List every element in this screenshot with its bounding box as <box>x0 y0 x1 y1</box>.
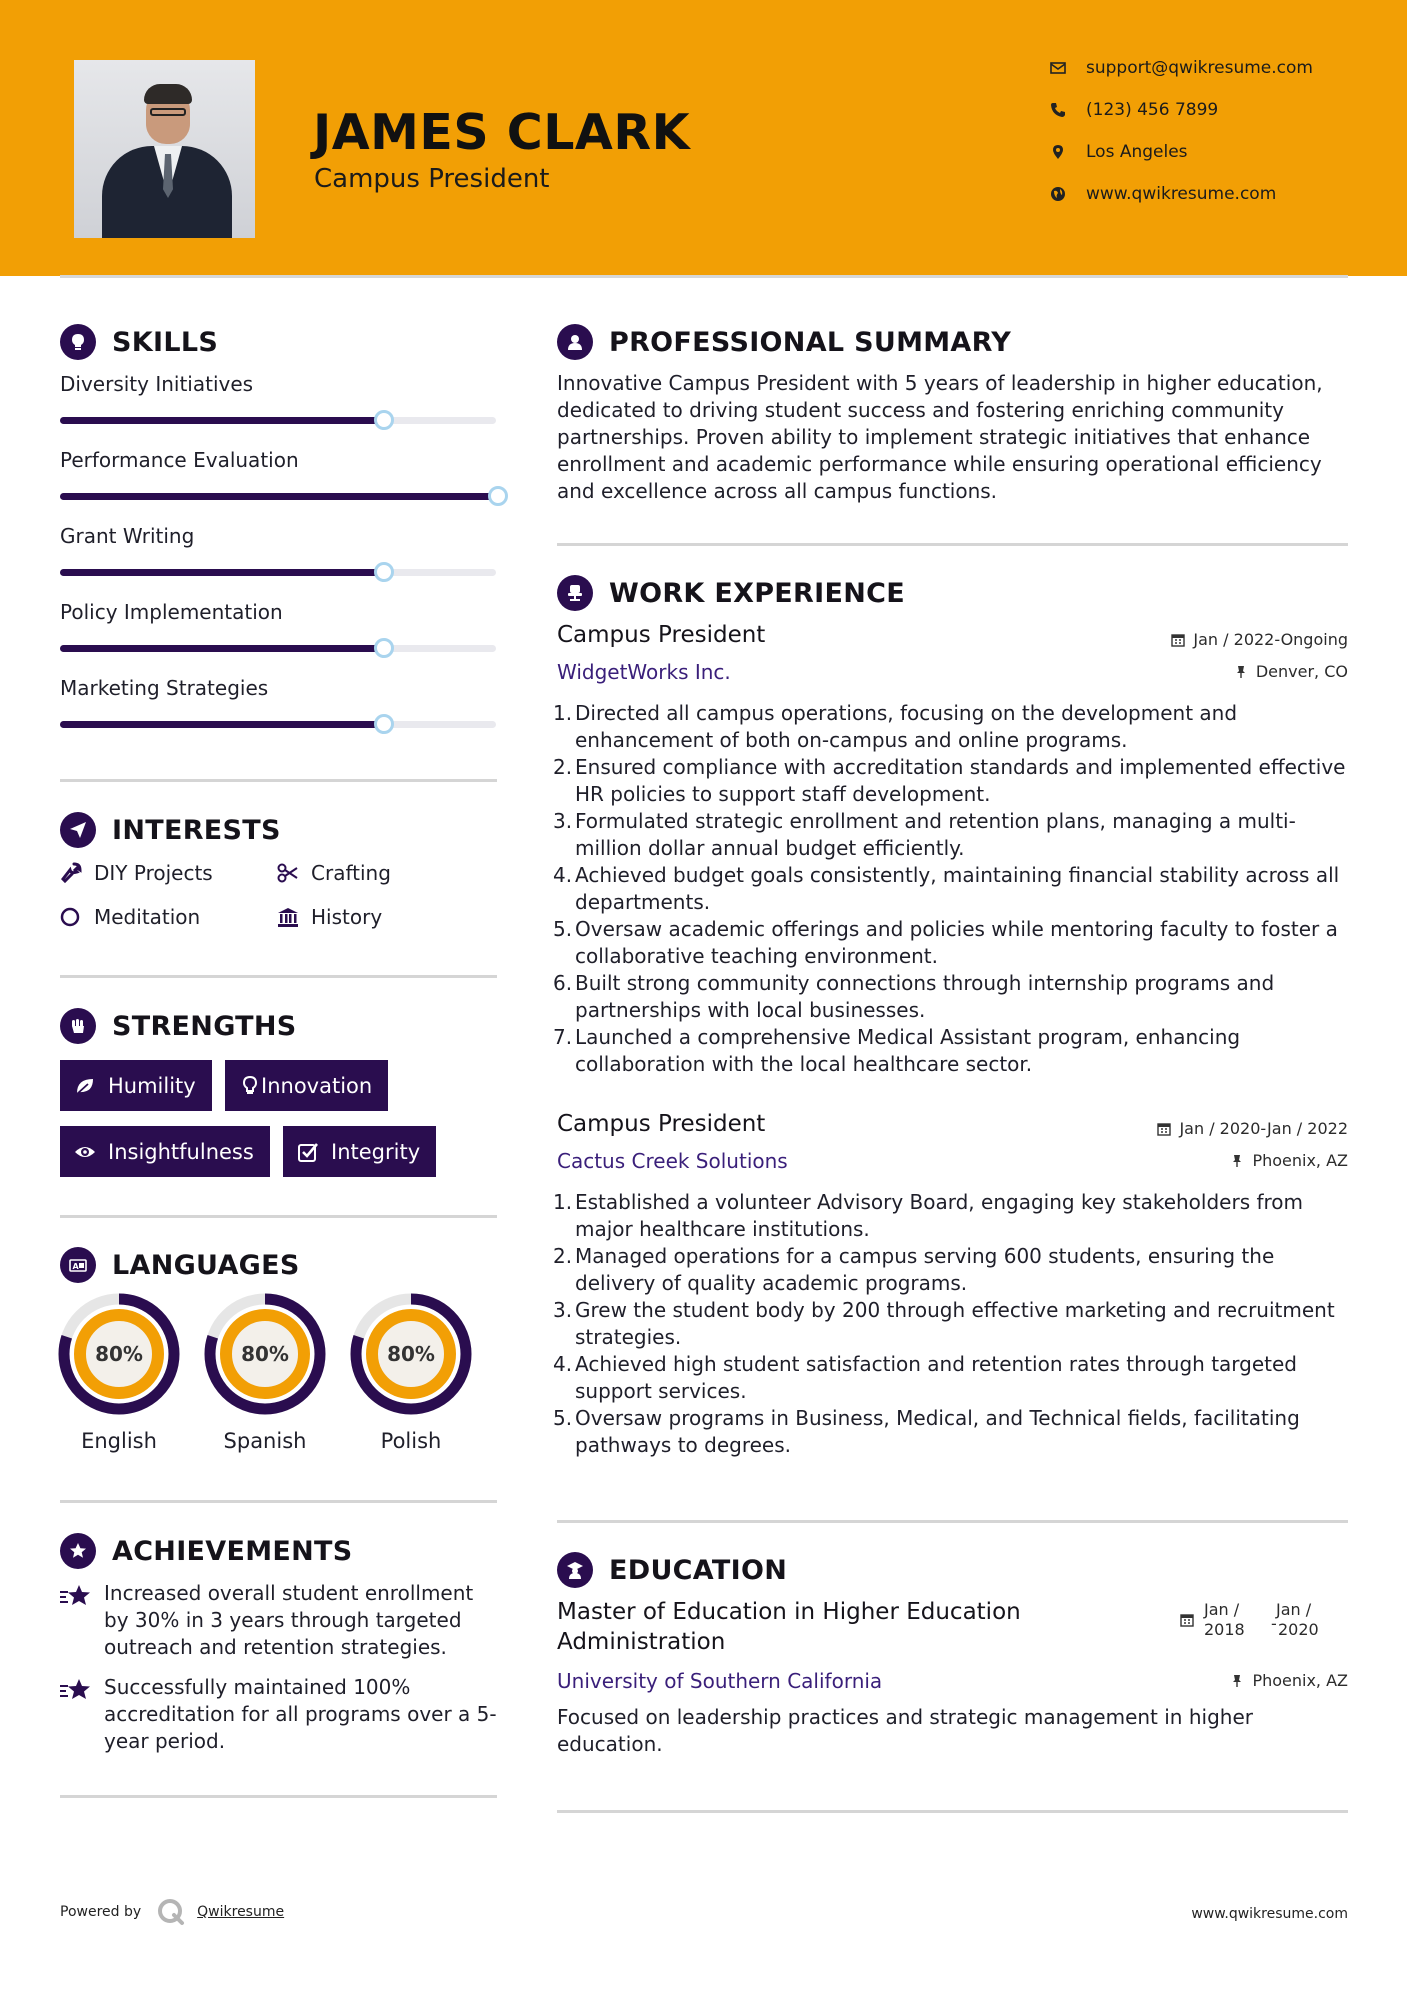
svg-text:A: A <box>72 1262 79 1271</box>
strengths-title: STRENGTHS <box>112 1010 297 1042</box>
envelope-icon <box>1050 60 1086 76</box>
star-icon <box>60 1580 104 1661</box>
interest-item <box>277 905 382 929</box>
degree-line-2: Administration <box>557 1629 726 1655</box>
list-item: 5. Oversaw academic offerings and policies while mentoring faculty to foster a collaborative teaching environment. <box>553 916 1353 970</box>
job-location <box>1234 662 1348 681</box>
contact-website[interactable] <box>1050 184 1360 204</box>
summary-heading <box>557 324 1011 360</box>
user-icon <box>557 324 593 360</box>
skill-bar-fill <box>60 721 384 728</box>
skill-bar <box>60 645 496 652</box>
globe-icon <box>1050 186 1086 202</box>
interest-label: DIY Projects <box>94 861 213 885</box>
interests-heading <box>60 812 281 848</box>
strength-label: Innovation <box>261 1073 373 1098</box>
education-location <box>1230 1671 1348 1690</box>
divider <box>60 1795 497 1798</box>
list-item: 7. Launched a comprehensive Medical Assistant program, enhancing collaboration with the local healthcare sector. <box>553 1024 1353 1078</box>
contact-phone-text: (123) 456 7899 <box>1086 100 1219 120</box>
chair-icon <box>557 575 593 611</box>
interest-label: Crafting <box>311 861 391 885</box>
list-item: 1. Established a volunteer Advisory Board, engaging key stakeholders from major healthcare institutions. <box>553 1189 1353 1243</box>
divider <box>557 543 1348 546</box>
job-bullets <box>553 700 1353 1078</box>
map-pin-icon <box>1050 144 1086 160</box>
skill-bar-knob <box>488 486 508 506</box>
divider <box>60 975 497 978</box>
strength-tag <box>225 1060 388 1111</box>
experience-heading <box>557 575 905 611</box>
leaf-icon <box>74 1075 108 1097</box>
skill-label: Performance Evaluation <box>60 448 299 472</box>
star-badge-icon <box>60 1533 96 1569</box>
education-start-month: Jan / <box>1204 1600 1240 1619</box>
company-name: Cactus Creek Solutions <box>557 1149 788 1173</box>
job-dates <box>1171 630 1348 649</box>
list-item: 4. Achieved high student satisfaction and retention rates through targeted support services. <box>553 1351 1353 1405</box>
scissors-icon <box>277 862 311 884</box>
job-title: Campus President <box>557 622 766 648</box>
header-divider <box>60 275 1348 278</box>
calendar-icon <box>1180 1612 1194 1631</box>
skill-label: Marketing Strategies <box>60 676 269 700</box>
language-item <box>350 1293 472 1453</box>
skills-heading <box>60 324 218 360</box>
list-item: 4. Achieved budget goals consistently, maintaining financial stability across all departments. <box>553 862 1353 916</box>
achievement-text: Successfully maintained 100% accreditation for all programs over a 5-year period. <box>104 1675 497 1753</box>
bullet-text: Ensured compliance with accreditation standards and implemented effective HR policies to support staff development. <box>575 755 1346 806</box>
education-end-year: 2020 <box>1278 1620 1319 1639</box>
list-item: 2. Ensured compliance with accreditation standards and implemented effective HR policies to support staff development. <box>553 754 1353 808</box>
wrench-icon <box>60 862 94 884</box>
divider <box>60 779 497 782</box>
bullet-text: Launched a comprehensive Medical Assistant program, enhancing collaboration with the local healthcare sector. <box>575 1025 1241 1076</box>
bullet-text: Achieved high student satisfaction and retention rates through targeted support services. <box>575 1352 1298 1403</box>
eye-icon <box>74 1141 108 1163</box>
experience-title: WORK EXPERIENCE <box>609 577 905 609</box>
skill-bar-knob <box>374 714 394 734</box>
job-bullets <box>553 1189 1353 1459</box>
profile-photo <box>74 60 255 238</box>
pin-icon <box>1234 665 1256 679</box>
language-donut <box>350 1293 472 1415</box>
job-title: Campus President <box>557 1111 766 1137</box>
degree-line-1: Master of Education in Higher Education <box>557 1599 1021 1625</box>
candidate-name: JAMES CLARK <box>313 104 691 161</box>
divider <box>557 1810 1348 1813</box>
job-dates <box>1157 1119 1348 1138</box>
education-heading <box>557 1552 787 1588</box>
achievements-heading <box>60 1533 353 1569</box>
job-location-text: Denver, CO <box>1255 662 1348 681</box>
job-location <box>1230 1151 1348 1170</box>
achievement-text: Increased overall student enrollment by 30% in 3 years through targeted outreach and retention strategies. <box>104 1581 474 1659</box>
bullet-text: Grew the student body by 200 through effective marketing and recruitment strategies. <box>575 1298 1335 1349</box>
interest-item <box>60 905 200 929</box>
interest-label: Meditation <box>94 905 201 929</box>
skill-bar <box>60 569 496 576</box>
skill-label: Diversity Initiatives <box>60 372 254 396</box>
language-icon <box>60 1247 96 1283</box>
skill-bar-knob <box>374 562 394 582</box>
skill-bar-knob <box>374 410 394 430</box>
bullet-text: Directed all campus operations, focusing on the development and enhancement of both on-campus and online programs. <box>575 701 1238 752</box>
strength-tag <box>283 1126 436 1177</box>
language-name: Spanish <box>223 1429 307 1453</box>
list-item: 1. Directed all campus operations, focusing on the development and enhancement of both on-campus and online programs. <box>553 700 1353 754</box>
education-start-year: 2018 <box>1204 1620 1245 1639</box>
lightbulb-icon <box>239 1075 261 1097</box>
fist-icon <box>60 1008 96 1044</box>
check-square-icon <box>297 1141 331 1163</box>
strength-label: Humility <box>108 1073 196 1098</box>
job-dates-text: Jan / 2022-Ongoing <box>1193 630 1348 649</box>
skill-bar-fill <box>60 645 384 652</box>
strength-tag <box>60 1126 270 1177</box>
contact-phone[interactable] <box>1050 100 1360 120</box>
contact-location-text: Los Angeles <box>1086 142 1188 162</box>
skill-bar <box>60 417 496 424</box>
interest-item <box>60 861 213 885</box>
list-item: 3. Formulated strategic enrollment and retention plans, managing a multi-million dollar annual budget efficiently. <box>553 808 1353 862</box>
language-donut <box>204 1293 326 1415</box>
contact-location <box>1050 142 1360 162</box>
language-name: Polish <box>380 1429 442 1453</box>
phone-icon <box>1050 102 1086 118</box>
strength-label: Integrity <box>331 1139 421 1164</box>
language-percent: 80% <box>95 1342 143 1366</box>
contact-email[interactable] <box>1050 58 1360 78</box>
skill-bar-fill <box>60 493 496 500</box>
skill-label: Policy Implementation <box>60 600 283 624</box>
contact-email-text: support@qwikresume.com <box>1086 58 1313 78</box>
bullet-text: Achieved budget goals consistently, maintaining financial stability across all departments. <box>575 863 1340 914</box>
interests-title: INTERESTS <box>112 814 281 846</box>
divider <box>60 1215 497 1218</box>
strength-tag <box>60 1060 212 1111</box>
job-dates-text: Jan / 2020-Jan / 2022 <box>1179 1119 1348 1138</box>
bullet-text: Built strong community connections through internship programs and partnerships with local businesses. <box>575 971 1275 1022</box>
skill-bar <box>60 721 496 728</box>
calendar-icon <box>1157 1122 1179 1136</box>
education-dates <box>1180 1600 1350 1644</box>
circle-icon <box>60 906 94 928</box>
bullet-text: Formulated strategic enrollment and retention plans, managing a multi-million dollar annual budget efficiently. <box>575 809 1296 860</box>
bullet-text: Established a volunteer Advisory Board, engaging key stakeholders from major healthcare institutions. <box>575 1190 1304 1241</box>
interest-item <box>277 861 391 885</box>
skill-bar <box>60 493 496 500</box>
bullet-text: Oversaw academic offerings and policies while mentoring faculty to foster a collaborative teaching environment. <box>575 917 1338 968</box>
powered-by-text: Powered by <box>60 1904 142 1920</box>
job-location-text: Phoenix, AZ <box>1252 1151 1348 1170</box>
skill-label: Grant Writing <box>60 524 195 548</box>
company-name: WidgetWorks Inc. <box>557 660 731 684</box>
language-item <box>58 1293 180 1453</box>
language-percent: 80% <box>387 1342 435 1366</box>
list-item: 2. Managed operations for a campus serving 600 students, ensuring the delivery of quality academic programs. <box>553 1243 1353 1297</box>
language-name: English <box>81 1429 157 1453</box>
list-item: 6. Built strong community connections through internship programs and partnerships with local businesses. <box>553 970 1353 1024</box>
skill-bar-fill <box>60 417 384 424</box>
education-end-month: Jan / <box>1276 1600 1312 1619</box>
footer-url[interactable]: www.qwikresume.com <box>1191 1906 1348 1922</box>
bullet-text: Oversaw programs in Business, Medical, and Technical fields, facilitating pathways to degrees. <box>575 1406 1300 1457</box>
strengths-heading <box>60 1008 297 1044</box>
footer-powered-by <box>60 1898 284 1926</box>
languages-heading <box>60 1247 300 1283</box>
language-percent: 80% <box>241 1342 289 1366</box>
education-date-dash: - <box>1271 1614 1277 1633</box>
pin-icon <box>1230 1154 1252 1168</box>
school-name: University of Southern California <box>557 1669 883 1693</box>
education-description: Focused on leadership practices and strategic management in higher education. <box>557 1705 1253 1756</box>
star-icon <box>60 1674 104 1755</box>
candidate-role: Campus President <box>314 164 550 194</box>
paper-plane-icon <box>60 812 96 848</box>
bank-icon <box>277 906 311 928</box>
qwikresume-logo-icon <box>157 1898 185 1926</box>
interest-label: History <box>311 905 383 929</box>
education-title: EDUCATION <box>609 1554 788 1586</box>
skills-title: SKILLS <box>112 326 219 358</box>
summary-text: Innovative Campus President with 5 years of leadership in higher education, dedicated to driving student success and fostering enriching community partnerships. Proven ability to implement strategic initiatives that enhance enrollment and academic performance while ensuring operational efficiency and excellence across all campus functions. <box>557 371 1323 503</box>
achievements-title: ACHIEVEMENTS <box>112 1535 353 1567</box>
pin-icon <box>1230 1674 1252 1688</box>
calendar-icon <box>1171 633 1193 647</box>
education-location-text: Phoenix, AZ <box>1252 1671 1348 1690</box>
achievement-item <box>60 1580 500 1661</box>
language-item <box>204 1293 326 1453</box>
qwikresume-link[interactable]: Qwikresume <box>197 1904 285 1920</box>
list-item: 3. Grew the student body by 200 through effective marketing and recruitment strategies. <box>553 1297 1353 1351</box>
languages-title: LANGUAGES <box>112 1249 300 1281</box>
strength-label: Insightfulness <box>108 1139 254 1164</box>
language-donut <box>58 1293 180 1415</box>
bullet-text: Managed operations for a campus serving 600 students, ensuring the delivery of quality academic programs. <box>575 1244 1275 1295</box>
list-item: 5. Oversaw programs in Business, Medical, and Technical fields, facilitating pathways to degrees. <box>553 1405 1353 1459</box>
divider <box>60 1500 497 1503</box>
lightbulb-icon <box>60 324 96 360</box>
divider <box>557 1520 1348 1523</box>
skill-bar-knob <box>374 638 394 658</box>
summary-title: PROFESSIONAL SUMMARY <box>609 326 1012 358</box>
graduate-icon <box>557 1552 593 1588</box>
contact-website-text: www.qwikresume.com <box>1086 184 1277 204</box>
skill-bar-fill <box>60 569 384 576</box>
achievement-item <box>60 1674 500 1755</box>
